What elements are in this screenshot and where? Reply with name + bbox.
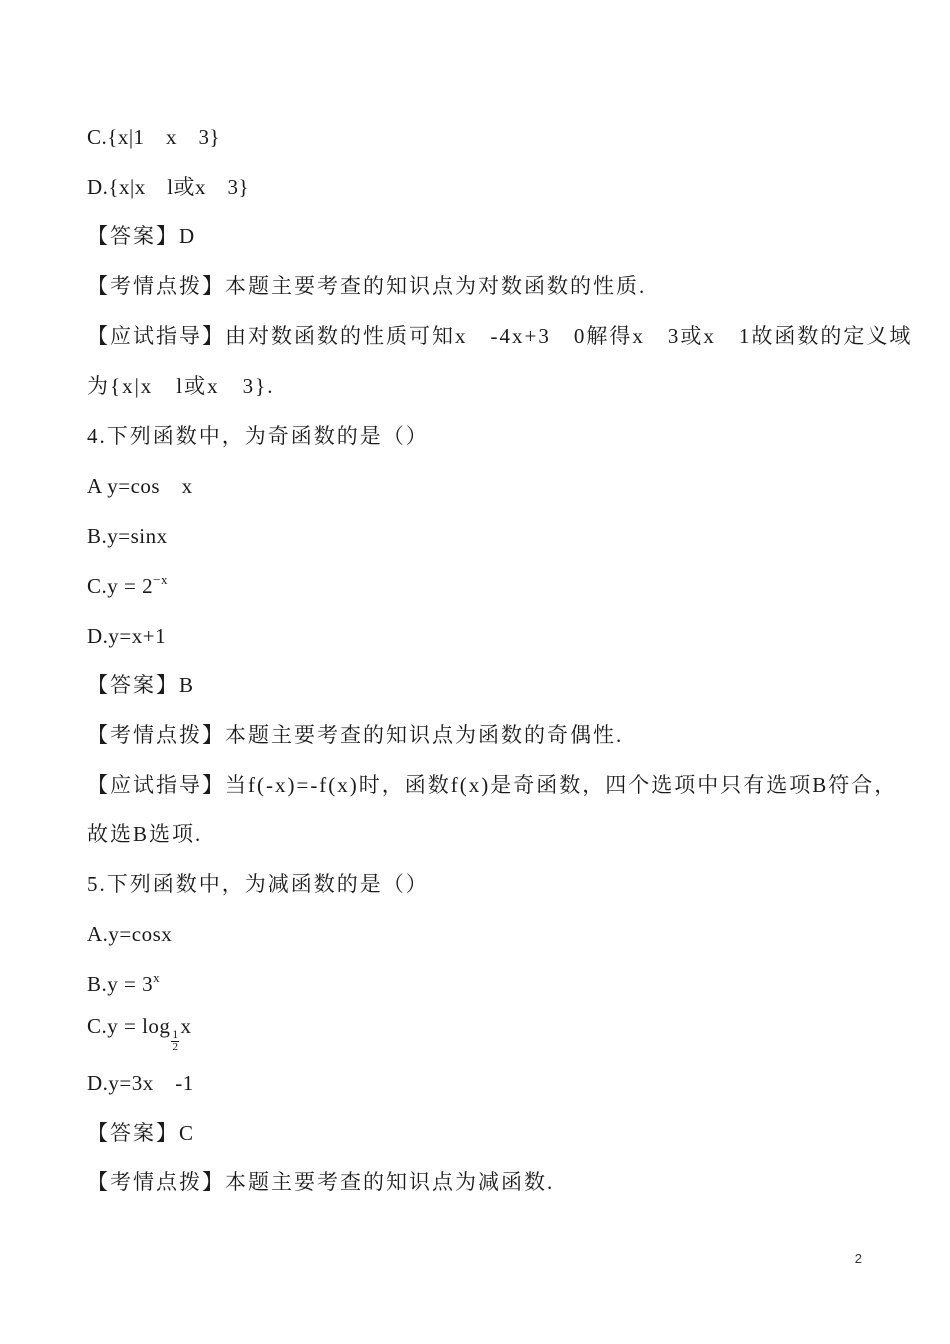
guidance-q4-line2: [87, 822, 202, 846]
exam-point-q5: [87, 1170, 554, 1194]
option-text: A.y=cosx: [87, 922, 173, 946]
exponent: x: [153, 970, 161, 985]
option-d-q3: [87, 175, 249, 199]
guidance-q4-line1: [87, 773, 897, 797]
fraction-denominator: 2: [172, 1041, 179, 1053]
exam-point-q4: [87, 723, 623, 747]
exam-point-q3: [87, 274, 646, 298]
exponent: −x: [153, 572, 168, 587]
option-d-q5: [87, 1071, 194, 1095]
option-c-q5: [87, 1014, 192, 1053]
option-a-q5: [87, 922, 172, 946]
question-text: 4.下列函数中，为奇函数的是（）: [87, 424, 429, 448]
question-text: 5.下列函数中，为减函数的是（）: [87, 872, 429, 896]
exam-point-text: 【考情点拨】本题主要考查的知识点为减函数.: [87, 1170, 555, 1194]
option-c-q3: [87, 125, 220, 149]
guidance-q3-line2: [87, 374, 274, 398]
option-text: A y=cos x: [87, 474, 193, 498]
option-a-q4: [87, 474, 193, 498]
log-base-fraction: [170, 1027, 180, 1053]
answer-text: 【答案】C: [87, 1121, 196, 1145]
exam-point-text: 【考情点拨】本题主要考查的知识点为对数函数的性质.: [87, 274, 647, 298]
answer-q5: [87, 1121, 195, 1145]
option-text: B.y = 3: [87, 972, 154, 996]
guidance-text: 故选B选项.: [87, 822, 203, 846]
option-b-q4: [87, 524, 168, 548]
option-text: D.y=x+1: [87, 624, 167, 648]
option-text: C.{x|1 x 3}: [87, 125, 221, 149]
option-text: B.y=sinx: [87, 524, 168, 548]
log-argument: x: [180, 1014, 192, 1038]
answer-q3: [87, 224, 196, 248]
option-text: D.y=3x -1: [87, 1071, 194, 1095]
guidance-text: 【应试指导】当f(-x)=-f(x)时，函数f(x)是奇函数，四个选项中只有选项B符合，: [87, 773, 898, 797]
question-5-stem: [87, 872, 429, 896]
answer-text: 【答案】B: [87, 673, 196, 697]
answer-text: 【答案】D: [87, 224, 197, 248]
option-b-q5: [87, 972, 160, 996]
guidance-q3-line1: [87, 324, 912, 348]
page-number: 2: [854, 1251, 862, 1266]
guidance-text: 为{x|x l或x 3}.: [87, 374, 275, 398]
option-text: D.{x|x l或x 3}: [87, 175, 250, 199]
fraction-numerator: 1: [172, 1027, 179, 1041]
option-d-q4: [87, 624, 166, 648]
question-4-stem: [87, 424, 429, 448]
option-text: C.y = log: [87, 1014, 171, 1038]
answer-q4: [87, 673, 195, 697]
guidance-text: 【应试指导】由对数函数的性质可知x -4x+3 0解得x 3或x 1故函数的定义域: [87, 324, 913, 348]
option-text: C.y = 2: [87, 574, 154, 598]
exam-point-text: 【考情点拨】本题主要考查的知识点为函数的奇偶性.: [87, 723, 624, 747]
option-c-q4: [87, 574, 168, 598]
